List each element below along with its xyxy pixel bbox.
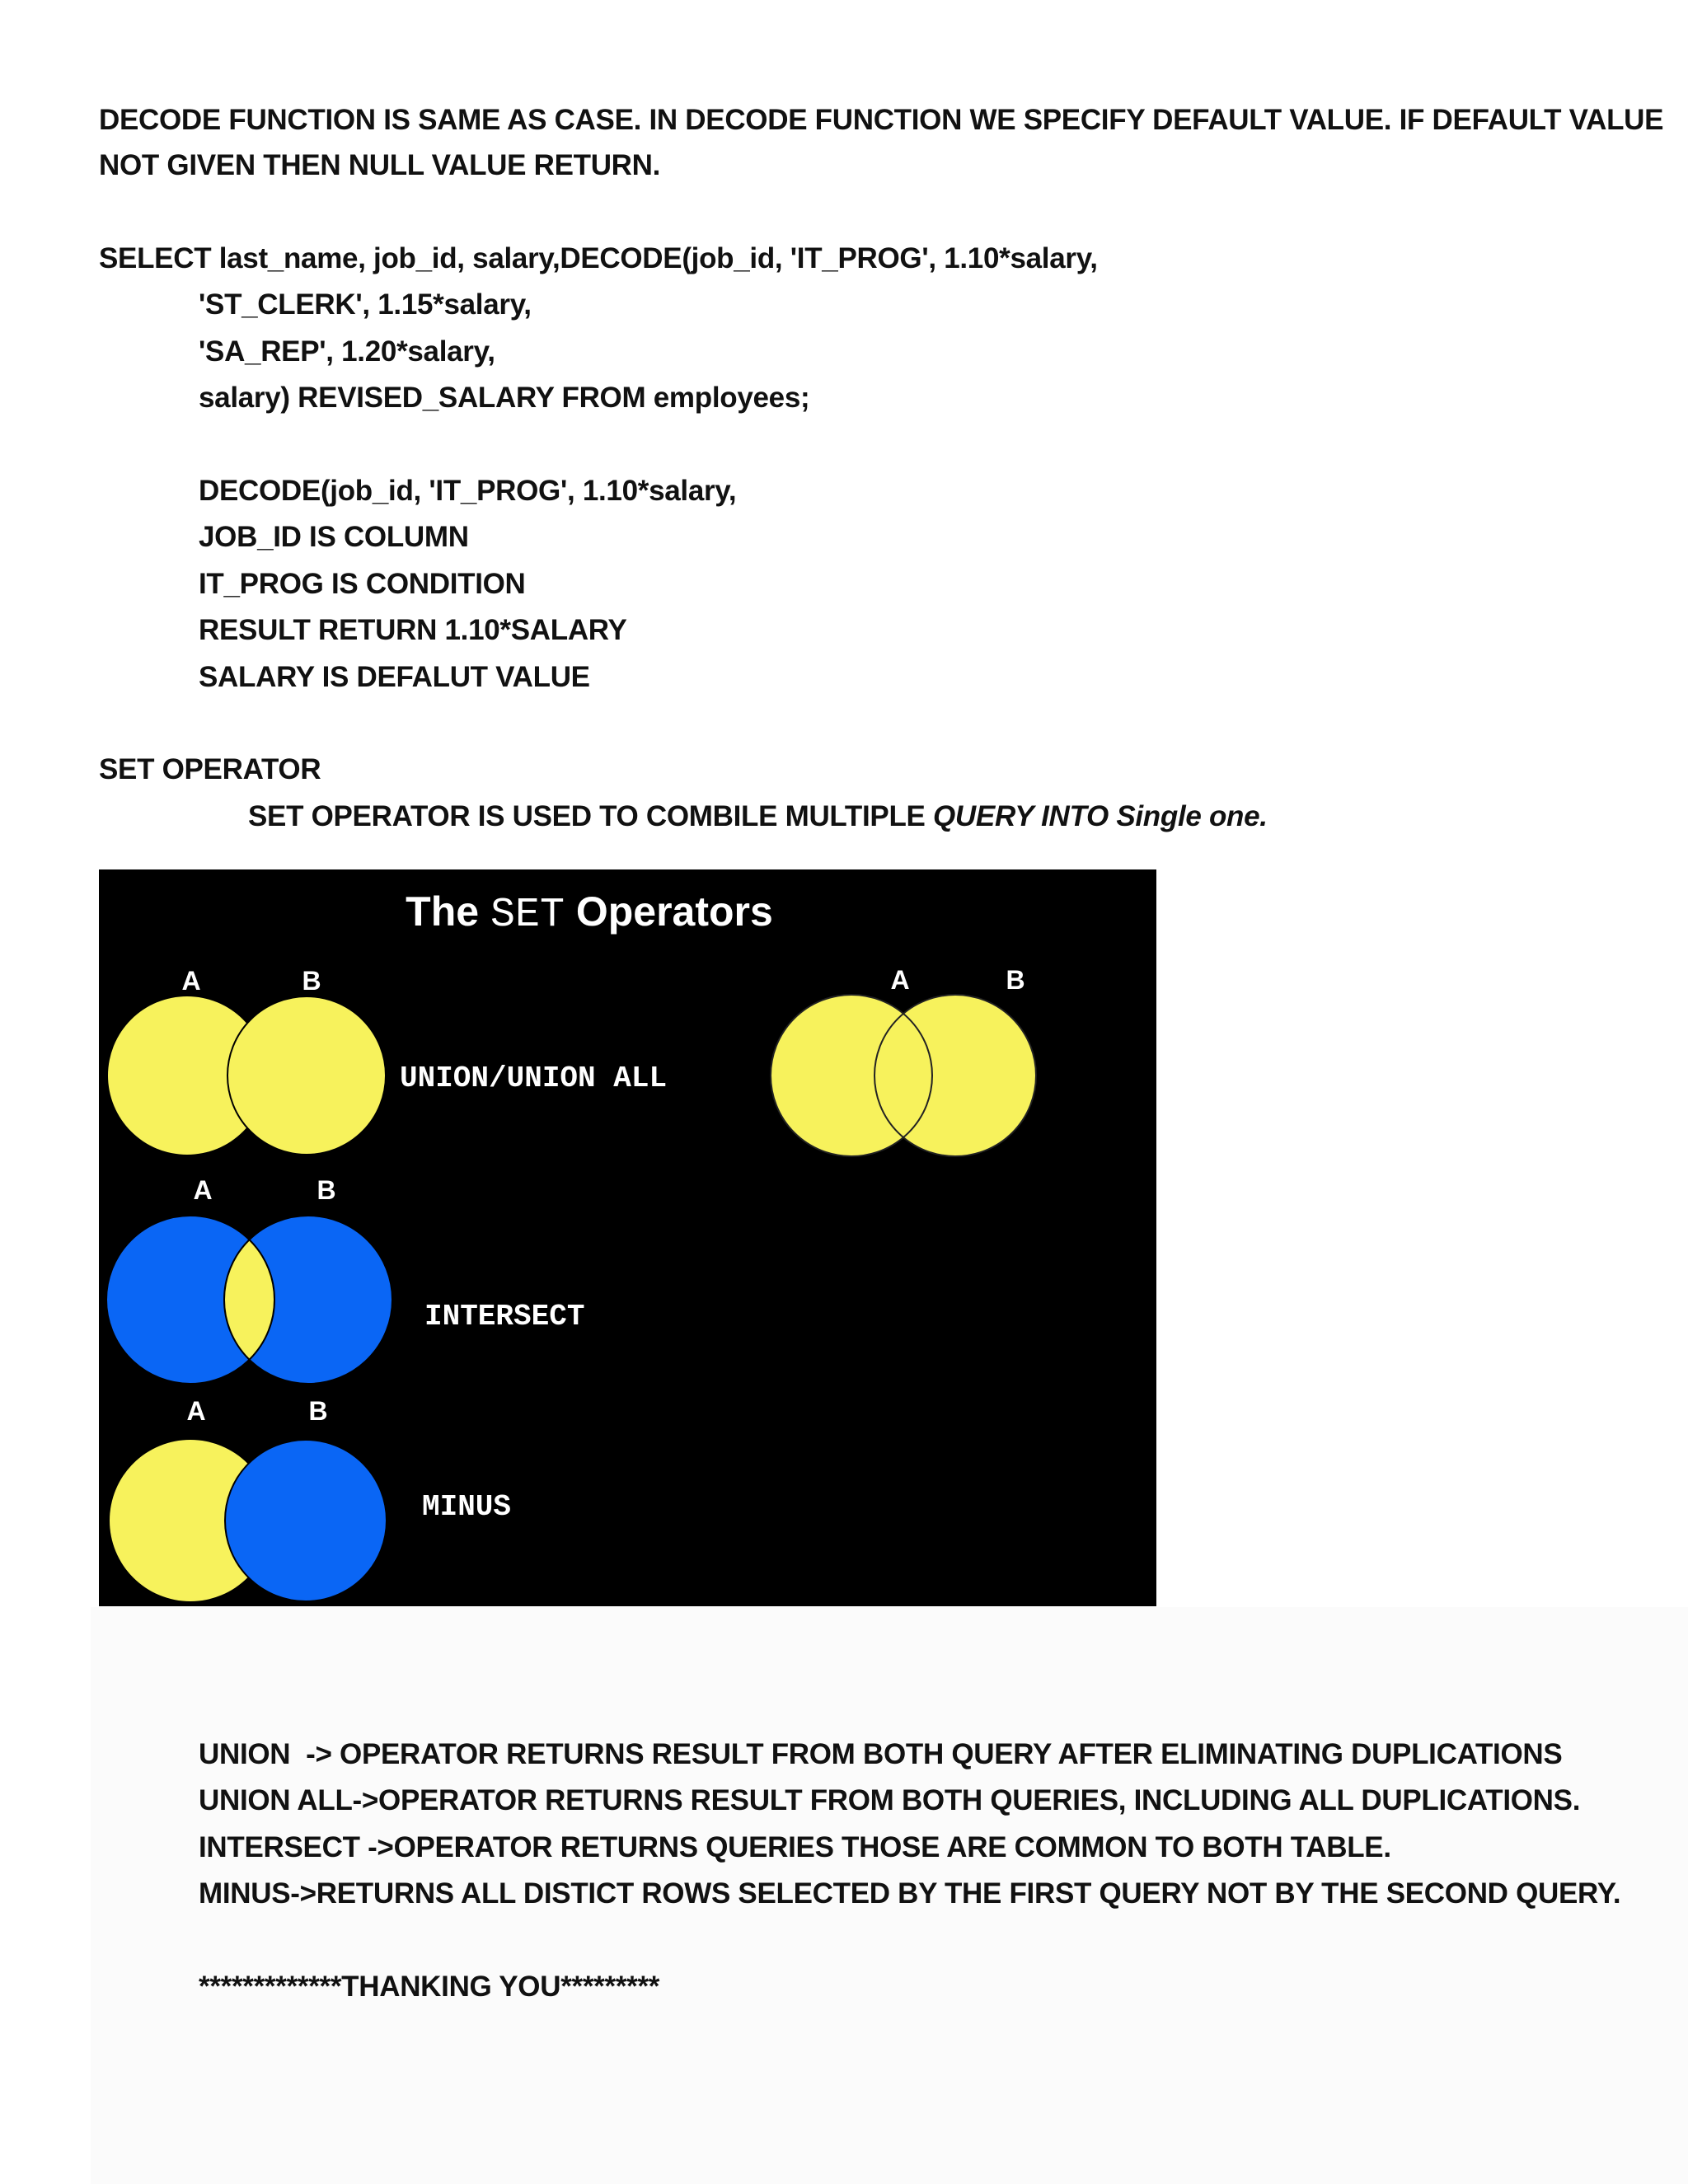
- query-line-1: SELECT last_name, job_id, salary,DECODE(job_id, 'IT_PROG', 1.10*salary,: [99, 242, 1098, 274]
- figure-title-mono: SET: [490, 892, 565, 939]
- query-line-4: salary) REVISED_SALARY FROM employees;: [199, 382, 810, 414]
- definition-union-all: UNION ALL->OPERATOR RETURNS RESULT FROM BOTH QUERIES, INCLUDING ALL DUPLICATIONS.: [199, 1784, 1581, 1816]
- intro-line-1: DECODE FUNCTION IS SAME AS CASE. IN DECODE FUNCTION WE SPECIFY DEFAULT VALUE. IF DEFAULT VALUE: [99, 104, 1664, 136]
- set-operators-figure: [99, 869, 1156, 1606]
- figure-title: [406, 888, 773, 939]
- union-circle-b: [227, 996, 386, 1155]
- definition-minus: MINUS->RETURNS ALL DISTICT ROWS SELECTED BY THE FIRST QUERY NOT BY THE SECOND QUERY.: [199, 1877, 1621, 1910]
- figure-title-post: Operators: [564, 888, 773, 935]
- set-operator-heading: SET OPERATOR: [99, 753, 321, 785]
- definition-intersect: INTERSECT ->OPERATOR RETURNS QUERIES THOSE ARE COMMON TO BOTH TABLE.: [199, 1831, 1391, 1863]
- query-line-2: 'ST_CLERK', 1.15*salary,: [199, 288, 532, 321]
- minus-label-b: B: [308, 1396, 328, 1426]
- intersect-label: INTERSECT: [424, 1300, 585, 1333]
- set-operator-description: [248, 799, 1268, 835]
- set-operator-desc-italic: QUERY INTO Single one.: [933, 800, 1268, 832]
- closing-text: *************THANKING YOU*********: [199, 1971, 660, 2003]
- explanation-line-5: SALARY IS DEFALUT VALUE: [199, 661, 590, 693]
- minus-label-a: A: [186, 1396, 206, 1426]
- minus-label: MINUS: [422, 1490, 512, 1524]
- union-all-label-b: B: [1006, 965, 1025, 995]
- set-operator-desc-normal: SET OPERATOR IS USED TO COMBILE MULTIPLE: [248, 800, 933, 832]
- union-all-venn: [771, 965, 1036, 1156]
- union-label: UNION/UNION ALL: [400, 1062, 668, 1095]
- explanation-line-1: DECODE(job_id, 'IT_PROG', 1.10*salary,: [199, 475, 737, 507]
- intersect-label-a: A: [193, 1175, 213, 1205]
- definition-union: UNION -> OPERATOR RETURNS RESULT FROM BOTH QUERY AFTER ELIMINATING DUPLICATIONS: [199, 1738, 1563, 1770]
- intersect-label-b: B: [316, 1175, 336, 1205]
- union-label-b: B: [302, 966, 321, 996]
- union-label-a: A: [181, 966, 201, 996]
- explanation-line-3: IT_PROG IS CONDITION: [199, 568, 526, 600]
- explanation-line-4: RESULT RETURN 1.10*SALARY: [199, 614, 627, 646]
- intro-line-2: NOT GIVEN THEN NULL VALUE RETURN.: [99, 149, 661, 181]
- minus-venn: [110, 1396, 387, 1601]
- intersect-venn: [106, 1175, 392, 1384]
- union-all-label-a: A: [890, 965, 910, 995]
- figure-title-pre: The: [406, 888, 490, 935]
- union-venn: [108, 966, 386, 1155]
- minus-circle-b: [225, 1440, 387, 1601]
- explanation-line-2: JOB_ID IS COLUMN: [199, 521, 469, 553]
- query-line-3: 'SA_REP', 1.20*salary,: [199, 335, 495, 368]
